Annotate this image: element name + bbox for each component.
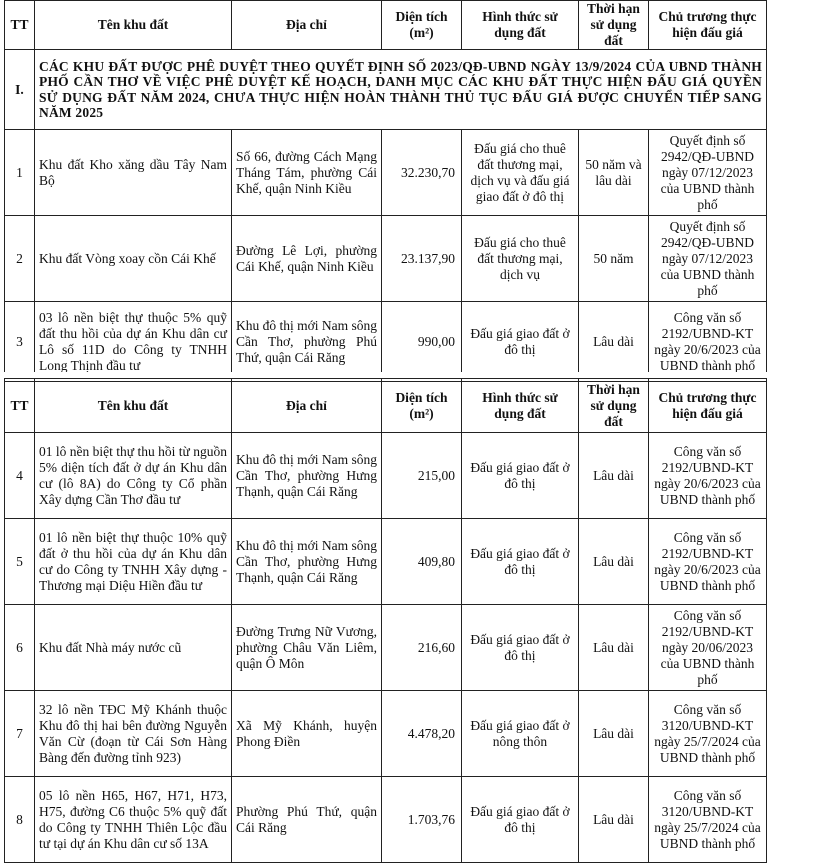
cell-tt: 7 bbox=[5, 691, 35, 777]
table-row bbox=[5, 519, 767, 605]
cell-policy: Công văn số 2192/UBND-KT ngày 20/06/2023 của UBND thành phố bbox=[649, 605, 767, 691]
cell-term: Lâu dài bbox=[579, 777, 649, 863]
table-row bbox=[5, 605, 767, 691]
cell-form: Đấu giá giao đất ở đô thị bbox=[462, 605, 579, 691]
cell-area: 990,00 bbox=[382, 302, 462, 382]
cell-tt: 8 bbox=[5, 777, 35, 863]
cell-name: 03 lô nền biệt thự thuộc 5% quỹ đất thu hồi của dự án Khu dân cư Lô số 11D do Công ty TNHH Long Thịnh đầu tư bbox=[35, 302, 232, 382]
table-header-row bbox=[5, 379, 767, 433]
header-name: Tên khu đất bbox=[35, 379, 232, 433]
header-term: Thời hạn sử dụng đất bbox=[579, 1, 649, 50]
cell-address: Khu đô thị mới Nam sông Cần Thơ, phường Hưng Thạnh, quận Cái Răng bbox=[232, 433, 382, 519]
cell-policy: Quyết định số 2942/QĐ-UBND ngày 07/12/2023 của UBND thành phố bbox=[649, 216, 767, 302]
cell-form: Đấu giá giao đất ở nông thôn bbox=[462, 691, 579, 777]
cell-term: Lâu dài bbox=[579, 605, 649, 691]
cell-form: Đấu giá cho thuê đất thương mại, dịch vụ và đấu giá giao đất ở đô thị bbox=[462, 130, 579, 216]
cell-area: 216,60 bbox=[382, 605, 462, 691]
cell-name: 32 lô nền TĐC Mỹ Khánh thuộc Khu đô thị hai bên đường Nguyễn Văn Cừ (đoạn từ Cái Sơn Hàng Bàng đến đường tỉnh 923) bbox=[35, 691, 232, 777]
land-table-part-2 bbox=[4, 378, 767, 863]
section-title: CÁC KHU ĐẤT ĐƯỢC PHÊ DUYỆT THEO QUYẾT ĐỊNH SỐ 2023/QĐ-UBND NGÀY 13/9/2024 CỦA UBND THÀNH PHỐ CẦN THƠ VỀ VIỆC PHÊ DUYỆT KẾ HOẠCH, DANH MỤC CÁC KHU ĐẤT THỰC HIỆN ĐẤU GIÁ QUYỀN SỬ DỤNG ĐẤT NĂM 2024, CHƯA THỰC HIỆN HOÀN THÀNH THỦ TỤC ĐẤU GIÁ ĐƯỢC CHUYỂN TIẾP SANG NĂM 2025 bbox=[35, 50, 767, 130]
cell-address: Phường Phú Thứ, quận Cái Răng bbox=[232, 777, 382, 863]
cell-tt: 5 bbox=[5, 519, 35, 605]
cell-name: 01 lô nền biệt thự thuộc 10% quỹ đất ở thu hồi của dự án Khu dân cư do Công ty TNHH Xây dựng - Thương mại Diệu Hiền đầu tư bbox=[35, 519, 232, 605]
table-row bbox=[5, 433, 767, 519]
cell-name: 01 lô nền biệt thự thu hồi từ nguồn 5% diện tích đất ở dự án Khu dân cư (lô 8A) do Công ty Cổ phần Xây dựng Cần Thơ đầu tư bbox=[35, 433, 232, 519]
table-row bbox=[5, 302, 767, 382]
cell-term: Lâu dài bbox=[579, 433, 649, 519]
header-form: Hình thức sử dụng đất bbox=[462, 379, 579, 433]
cell-form: Đấu giá cho thuê đất thương mại, dịch vụ bbox=[462, 216, 579, 302]
cell-term: Lâu dài bbox=[579, 519, 649, 605]
table-row bbox=[5, 691, 767, 777]
section-row bbox=[5, 50, 767, 130]
header-tt: TT bbox=[5, 379, 35, 433]
cell-area: 1.703,76 bbox=[382, 777, 462, 863]
cell-tt: 4 bbox=[5, 433, 35, 519]
cell-tt: 3 bbox=[5, 302, 35, 382]
table-row bbox=[5, 130, 767, 216]
cell-term: 50 năm và lâu dài bbox=[579, 130, 649, 216]
header-area: Diện tích (m²) bbox=[382, 1, 462, 50]
cell-form: Đấu giá giao đất ở đô thị bbox=[462, 433, 579, 519]
cell-policy: Công văn số 2192/UBND-KT ngày 20/6/2023 của UBND thành phố bbox=[649, 433, 767, 519]
cell-address: Số 66, đường Cách Mạng Tháng Tám, phường Cái Khế, quận Ninh Kiều bbox=[232, 130, 382, 216]
cell-area: 409,80 bbox=[382, 519, 462, 605]
cell-term: Lâu dài bbox=[579, 302, 649, 382]
cell-name: Khu đất Nhà máy nước cũ bbox=[35, 605, 232, 691]
header-policy: Chủ trương thực hiện đấu giá bbox=[649, 1, 767, 50]
cell-name: 05 lô nền H65, H67, H71, H73, H75, đường C6 thuộc 5% quỹ đất do Công ty TNHH Thiên Lộc đầu tư tại dự án Khu dân cư số 13A bbox=[35, 777, 232, 863]
cell-policy: Công văn số 2192/UBND-KT ngày 20/6/2023 của UBND thành phố bbox=[649, 302, 767, 382]
cell-address: Xã Mỹ Khánh, huyện Phong Điền bbox=[232, 691, 382, 777]
cell-address: Đường Lê Lợi, phường Cái Khế, quận Ninh Kiều bbox=[232, 216, 382, 302]
cell-policy: Công văn số 3120/UBND-KT ngày 25/7/2024 của UBND thành phố bbox=[649, 691, 767, 777]
cell-tt: 6 bbox=[5, 605, 35, 691]
section-number: I. bbox=[5, 50, 35, 130]
cell-name: Khu đất Kho xăng dầu Tây Nam Bộ bbox=[35, 130, 232, 216]
header-address: Địa chỉ bbox=[232, 379, 382, 433]
cell-policy: Quyết định số 2942/QĐ-UBND ngày 07/12/2023 của UBND thành phố bbox=[649, 130, 767, 216]
cell-term: 50 năm bbox=[579, 216, 649, 302]
cell-name: Khu đất Vòng xoay cồn Cái Khế bbox=[35, 216, 232, 302]
cell-policy: Công văn số 2192/UBND-KT ngày 20/6/2023 của UBND thành phố bbox=[649, 519, 767, 605]
header-name: Tên khu đất bbox=[35, 1, 232, 50]
header-area: Diện tích (m²) bbox=[382, 379, 462, 433]
table-row bbox=[5, 777, 767, 863]
cell-tt: 2 bbox=[5, 216, 35, 302]
header-policy: Chủ trương thực hiện đấu giá bbox=[649, 379, 767, 433]
cell-area: 23.137,90 bbox=[382, 216, 462, 302]
cell-policy: Công văn số 3120/UBND-KT ngày 25/7/2024 của UBND thành phố bbox=[649, 777, 767, 863]
cell-area: 32.230,70 bbox=[382, 130, 462, 216]
cell-tt: 1 bbox=[5, 130, 35, 216]
cell-address: Đường Trưng Nữ Vương, phường Châu Văn Liêm, quận Ô Môn bbox=[232, 605, 382, 691]
cell-form: Đấu giá giao đất ở đô thị bbox=[462, 519, 579, 605]
header-term: Thời hạn sử dụng đất bbox=[579, 379, 649, 433]
header-form: Hình thức sử dụng đất bbox=[462, 1, 579, 50]
cell-address: Khu đô thị mới Nam sông Cần Thơ, phường Phú Thứ, quận Cái Răng bbox=[232, 302, 382, 382]
table-header-row bbox=[5, 1, 767, 50]
header-tt: TT bbox=[5, 1, 35, 50]
cell-form: Đấu giá giao đất ở đô thị bbox=[462, 302, 579, 382]
table-row bbox=[5, 216, 767, 302]
cell-form: Đấu giá giao đất ở đô thị bbox=[462, 777, 579, 863]
land-table-part-1 bbox=[4, 0, 767, 382]
cell-address: Khu đô thị mới Nam sông Cần Thơ, phường Hưng Thạnh, quận Cái Răng bbox=[232, 519, 382, 605]
header-address: Địa chỉ bbox=[232, 1, 382, 50]
cell-area: 4.478,20 bbox=[382, 691, 462, 777]
cell-term: Lâu dài bbox=[579, 691, 649, 777]
cell-area: 215,00 bbox=[382, 433, 462, 519]
